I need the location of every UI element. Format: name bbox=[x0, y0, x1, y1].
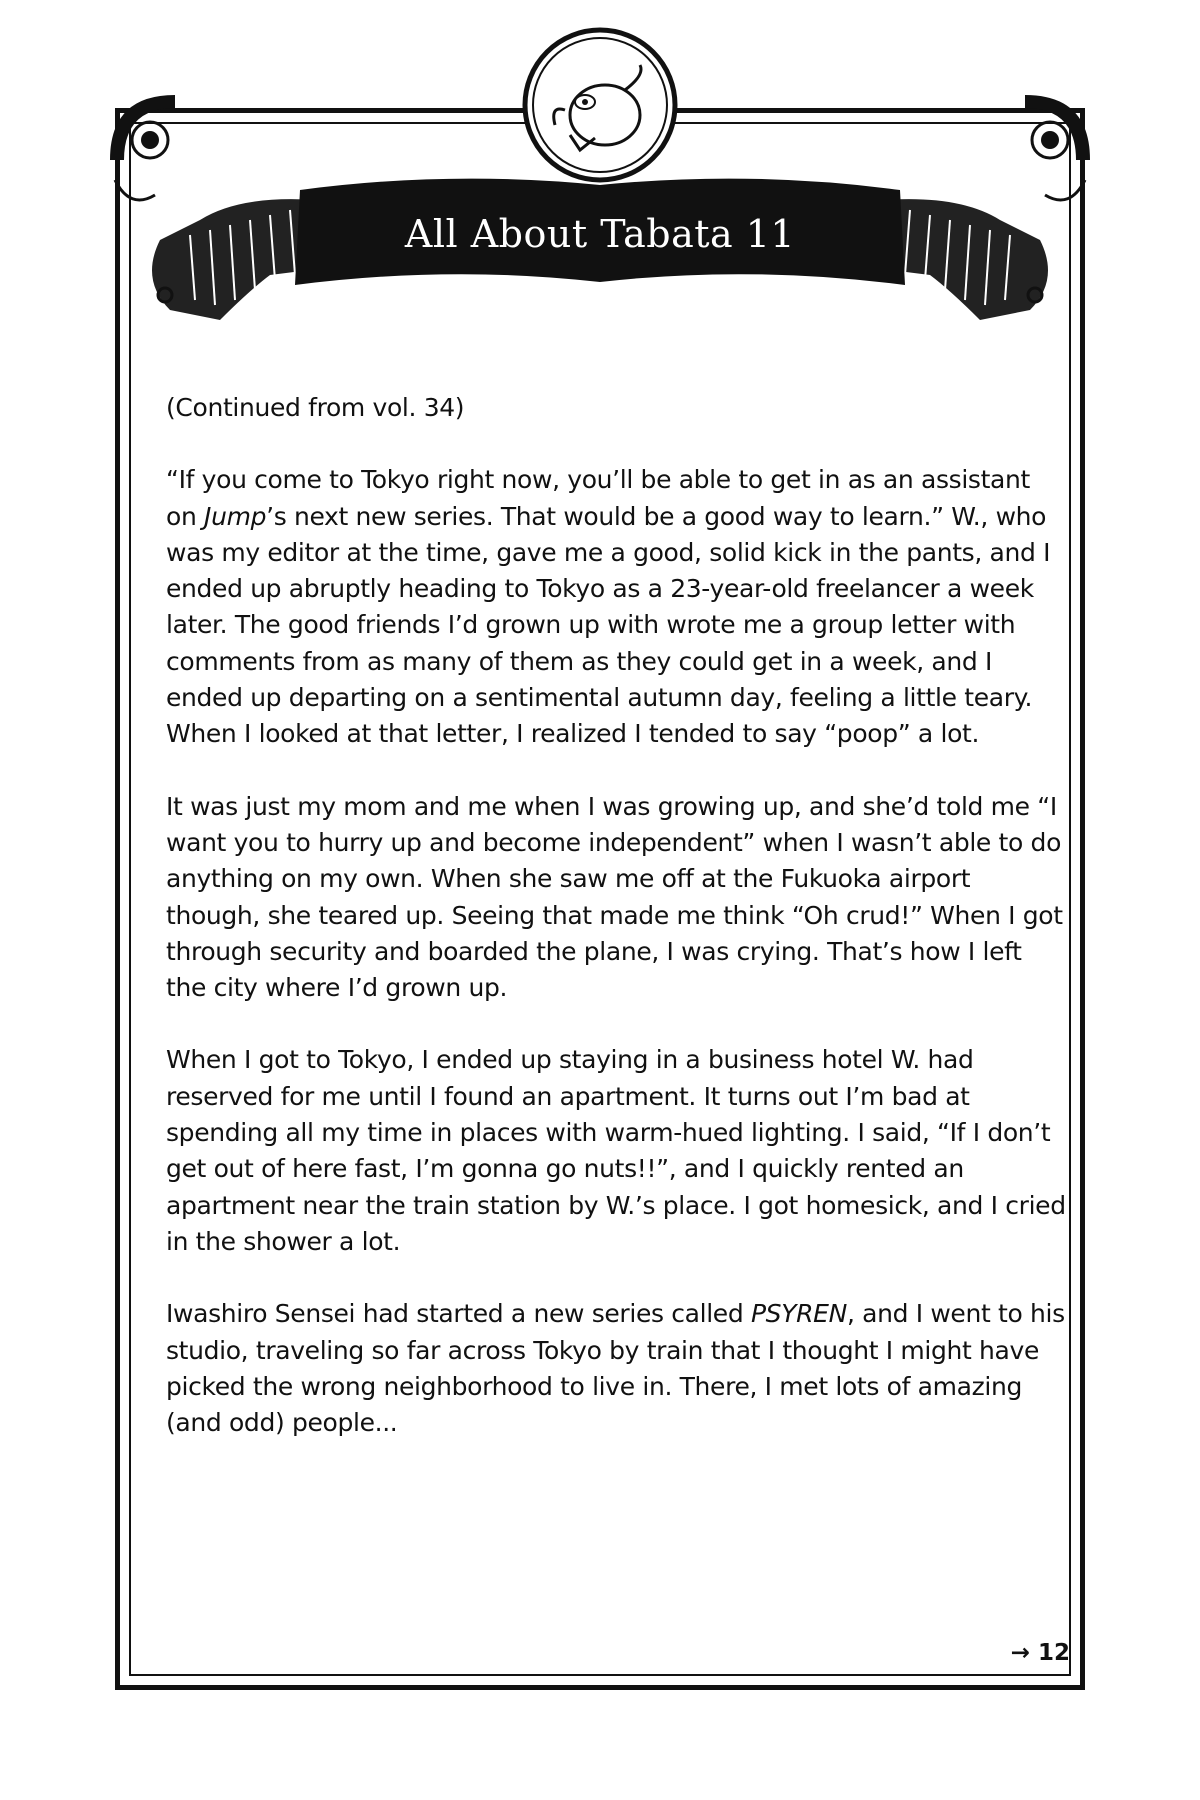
paragraph-3: When I got to Tokyo, I ended up staying in a business hotel W. had reserved for me until I found an apartment. It turns out I’m bad at spending all my time in places with warm-hued lighting. I said, “If I don’t get out of here fast, I’m gonna go nuts!!”, and I quickly rented an apartment near the train station by W.’s place. I got homesick, and I cried in the shower a lot. bbox=[166, 1045, 1066, 1256]
page-title: All About Tabata 11 bbox=[404, 212, 796, 256]
magazine-title: Jump bbox=[204, 501, 267, 531]
paragraph-1: “If you come to Tokyo right now, you’ll be able to get in as an assistant on Jump’s next new series. That would be a good way to learn.” W., who was my editor at the time, gave me a good, solid kick in the pants, and I ended up abruptly heading to Tokyo as a 23-year-old freelancer a week later. The good friends I’d grown up with wrote me a group letter with comments from as many of them as they could get in a week, and I ended up departing on a sentimental autumn day, feeling a little teary. When I looked at that letter, I realized I tended to say “poop” a lot. bbox=[166, 465, 1051, 749]
paragraph-4: Iwashiro Sensei had started a new series called PSYREN, and I went to his studio, traveling so far across Tokyo by train that I thought I might have picked the wrong neighborhood to live in. There, I met lots of amazing (and odd) people... bbox=[166, 1299, 1065, 1438]
article-body bbox=[166, 390, 1066, 1477]
paragraph-2: It was just my mom and me when I was growing up, and she’d told me “I want you to hurry up and become independent” when I wasn’t able to do anything on my own. When she saw me off at the Fukuoka airport though, she teared up. Seeing that made me think “Oh crud!” When I got through security and boarded the plane, I was crying. That’s how I left the city where I’d grown up. bbox=[166, 791, 1063, 1003]
left-corner-ornament bbox=[110, 95, 175, 200]
next-page-reference bbox=[1011, 1640, 1070, 1666]
intro-line: (Continued from vol. 34) bbox=[166, 393, 465, 422]
arrow-icon: → bbox=[1010, 1640, 1030, 1666]
right-corner-ornament bbox=[1025, 95, 1090, 200]
next-page-number: 12 bbox=[1037, 1640, 1070, 1666]
header-ornament bbox=[100, 20, 1100, 390]
series-title: PSYREN bbox=[750, 1299, 847, 1329]
mascot-medallion bbox=[525, 30, 675, 180]
